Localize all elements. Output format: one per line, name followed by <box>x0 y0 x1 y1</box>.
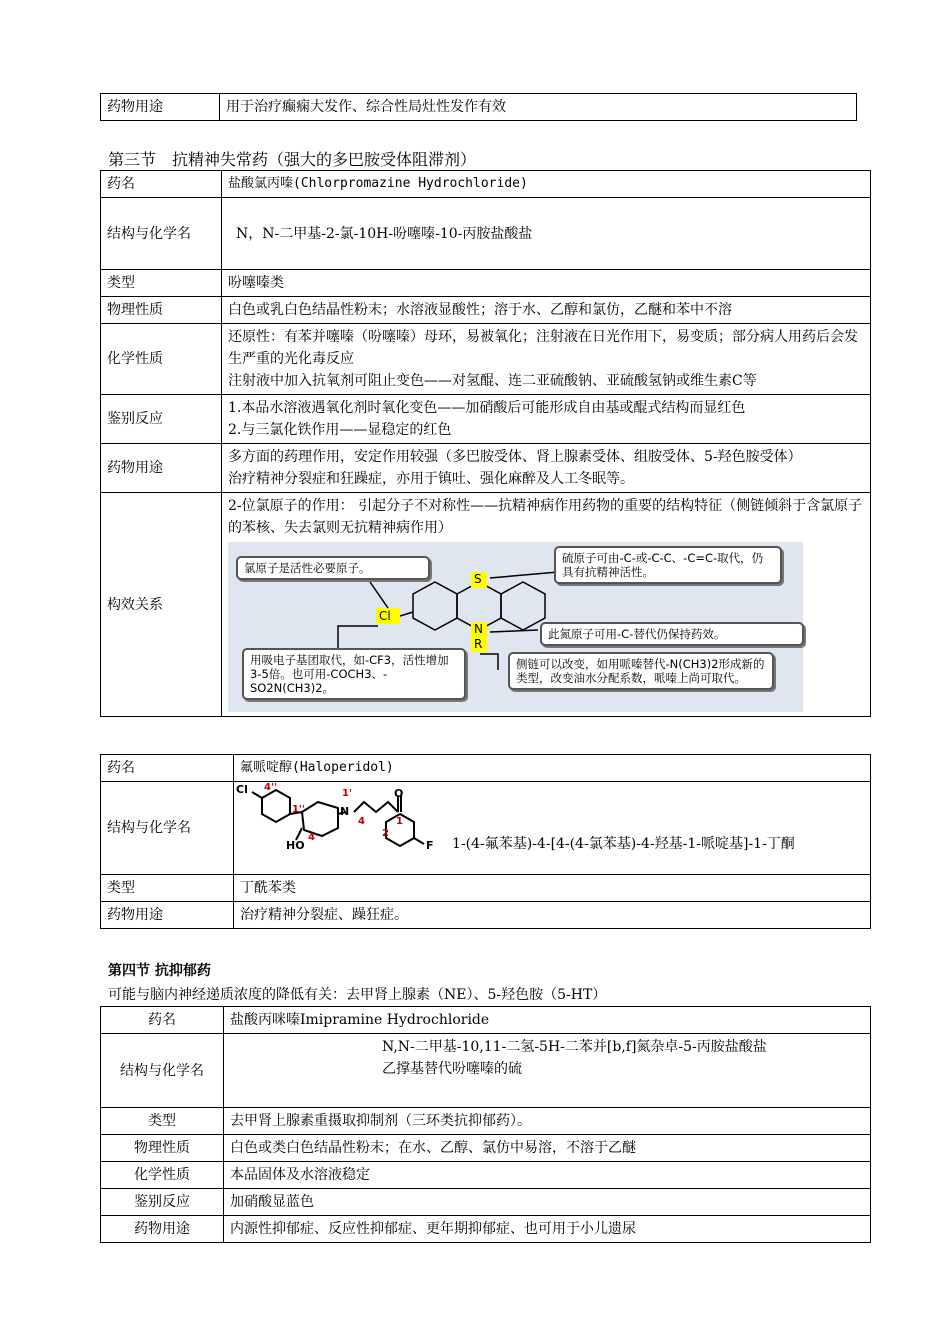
row-value: 治疗精神分裂症、躁狂症。 <box>234 902 871 929</box>
paragraph: 还原性：有苯并噻嗪（吩噻嗪）母环，易被氧化；注射液在日光作用下，易变质；部分病人用药后会发生严重的光化毒反应 <box>228 329 858 367</box>
locant-2: 2 <box>382 828 389 839</box>
table-row <box>101 493 871 717</box>
haloperidol-table <box>100 754 871 929</box>
note-electron-withdrawing: 用吸电子基团取代，如-CF3，活性增加3-5倍。也可用-COCH3、-SO2N(CH3)2。 <box>242 648 466 700</box>
row-label: 结构与化学名 <box>101 782 234 875</box>
row-label: 结构与化学名 <box>101 1034 224 1108</box>
row-label: 药名 <box>101 171 222 198</box>
paragraph: 2.与三氯化铁作用——显稳定的红色 <box>228 422 452 438</box>
table-row <box>101 444 871 493</box>
table-row <box>101 782 871 875</box>
drug-name: 盐酸丙咪嗪Imipramine Hydrochloride <box>224 1007 871 1034</box>
table-row <box>101 94 857 121</box>
row-value <box>222 493 871 717</box>
note-chlorine-essential: 氯原子是活性必要原子。 <box>236 556 430 580</box>
locant-1pp: 1'' <box>292 804 306 815</box>
note-side-chain: 侧链可以改变，如用哌嗪替代-N(CH3)2形成新的类型，改变油水分配系数，哌嗪上尚可取代。 <box>508 652 774 690</box>
drug-name: 盐酸氯丙嗪(Chlorpromazine Hydrochloride) <box>222 171 871 198</box>
row-label: 构效关系 <box>101 493 222 717</box>
row-value: 加硝酸显蓝色 <box>224 1189 871 1216</box>
row-value: 白色或乳白色结晶性粉末；水溶液显酸性；溶于水、乙醇和氯仿，乙醚和苯中不溶 <box>222 297 871 324</box>
locant-4pp: 4'' <box>264 782 278 793</box>
row-label: 药物用途 <box>101 94 220 121</box>
row-value: 内源性抑郁症、反应性抑郁症、更年期抑郁症、也可用于小儿遗尿 <box>224 1216 871 1243</box>
locant-1: 1 <box>396 816 403 827</box>
atom-n-label: N <box>474 622 483 636</box>
atom-o: O <box>394 787 404 800</box>
table-row <box>101 755 871 782</box>
section4-intro: 可能与脑内神经递质浓度的降低有关：去甲肾上腺素（NE）、5-羟色胺（5-HT） <box>108 987 607 1003</box>
chem-name: N,N-二甲基-10,11-二氢-5H-二苯并[b,f]氮杂卓-5-丙胺盐酸盐 <box>382 1039 767 1055</box>
section3-heading: 第三节 抗精神失常药（强大的多巴胺受体阻滞剂） <box>108 150 477 169</box>
row-label: 结构与化学名 <box>101 198 222 270</box>
table-row <box>101 1007 871 1034</box>
sar-figure <box>228 542 803 712</box>
row-label: 药物用途 <box>101 902 234 929</box>
paragraph: 1.本品水溶液遇氧化剂时氧化变色——加硝酸后可能形成自由基或醌式结构而显红色 <box>228 400 746 416</box>
table-row <box>101 1034 871 1108</box>
drug-name: 氟哌啶醇(Haloperidol) <box>234 755 871 782</box>
table-row <box>101 902 871 929</box>
row-label: 鉴别反应 <box>101 395 222 444</box>
row-label: 药物用途 <box>101 444 222 493</box>
paragraph: 2-位氯原子的作用： 引起分子不对称性——抗精神病作用药物的重要的结构特征（侧链倾斜于含氯原子的苯核、失去氯则无抗精神病作用） <box>228 498 863 536</box>
paragraph: 治疗精神分裂症和狂躁症，亦用于镇吐、强化麻醉及人工冬眠等。 <box>228 471 634 487</box>
row-value: 本品固体及水溶液稳定 <box>224 1162 871 1189</box>
table-row <box>101 270 871 297</box>
row-value: 去甲肾上腺素重摄取抑制剂（三环类抗抑郁药）。 <box>224 1108 871 1135</box>
structure-cell <box>234 782 871 875</box>
atom-cl: Cl <box>236 783 248 796</box>
atom-n: N <box>340 805 350 818</box>
row-value: 吩噻嗪类 <box>222 270 871 297</box>
row-value <box>224 1034 871 1108</box>
row-value <box>222 324 871 395</box>
atom-s-label: S <box>474 572 482 586</box>
locant-4p: 4' <box>308 832 319 843</box>
locant-4: 4 <box>358 816 365 827</box>
paragraph: 注射液中加入抗氧剂可阻止变色——对氢醌、连二亚硫酸钠、亚硫酸氢钠或维生素C等 <box>228 373 757 389</box>
table-row <box>101 875 871 902</box>
atom-ho: HO <box>286 839 305 852</box>
top-table <box>100 93 857 121</box>
row-label: 类型 <box>101 270 222 297</box>
table-row <box>101 198 871 270</box>
table-row <box>101 1189 871 1216</box>
table-row <box>101 171 871 198</box>
row-label: 鉴别反应 <box>101 1189 224 1216</box>
chem-name: 1-(4-氟苯基)-4-[4-(4-氯苯基)-4-羟基-1-哌啶基]-1-丁酮 <box>452 836 795 852</box>
note-nitrogen-replace: 此氮原子可用-C-替代仍保持药效。 <box>540 622 804 646</box>
locant-1p: 1' <box>342 788 353 799</box>
row-label: 类型 <box>101 875 234 902</box>
row-value <box>222 444 871 493</box>
section4-heading: 第四节 抗抑郁药 <box>108 963 211 979</box>
row-value: 用于治疗癫痫大发作、综合性局灶性发作有效 <box>220 94 857 121</box>
row-label: 物理性质 <box>101 1135 224 1162</box>
row-label: 化学性质 <box>101 1162 224 1189</box>
row-label: 类型 <box>101 1108 224 1135</box>
row-value <box>222 395 871 444</box>
row-label: 药名 <box>101 1007 224 1034</box>
table-row <box>101 324 871 395</box>
row-label: 化学性质 <box>101 324 222 395</box>
chem-note: 乙撑基替代吩噻嗪的硫 <box>382 1061 522 1077</box>
table-row <box>101 1216 871 1243</box>
note-sulfur-replace: 硫原子可由-C-或-C-C、-C=C-取代，仍具有抗精神活性。 <box>554 546 782 584</box>
table-row <box>101 297 871 324</box>
table-row <box>101 1108 871 1135</box>
chlorpromazine-table <box>100 170 871 717</box>
table-row <box>101 1162 871 1189</box>
row-value: 白色或类白色结晶性粉末；在水、乙醇、氯仿中易溶，不溶于乙醚 <box>224 1135 871 1162</box>
atom-f: F <box>426 839 434 852</box>
imipramine-table <box>100 1006 871 1243</box>
atom-r-label: R <box>474 637 483 651</box>
row-label: 药名 <box>101 755 234 782</box>
row-value: 丁酰苯类 <box>234 875 871 902</box>
row-label: 物理性质 <box>101 297 222 324</box>
chem-name: N，N-二甲基-2-氯-10H-吩噻嗪-10-丙胺盐酸盐 <box>222 198 871 270</box>
table-row <box>101 395 871 444</box>
table-row <box>101 1135 871 1162</box>
atom-cl-label: Cl <box>379 609 391 623</box>
row-label: 药物用途 <box>101 1216 224 1243</box>
paragraph: 多方面的药理作用，安定作用较强（多巴胺受体、肾上腺素受体、组胺受体、5-羟色胺受体） <box>228 449 802 465</box>
